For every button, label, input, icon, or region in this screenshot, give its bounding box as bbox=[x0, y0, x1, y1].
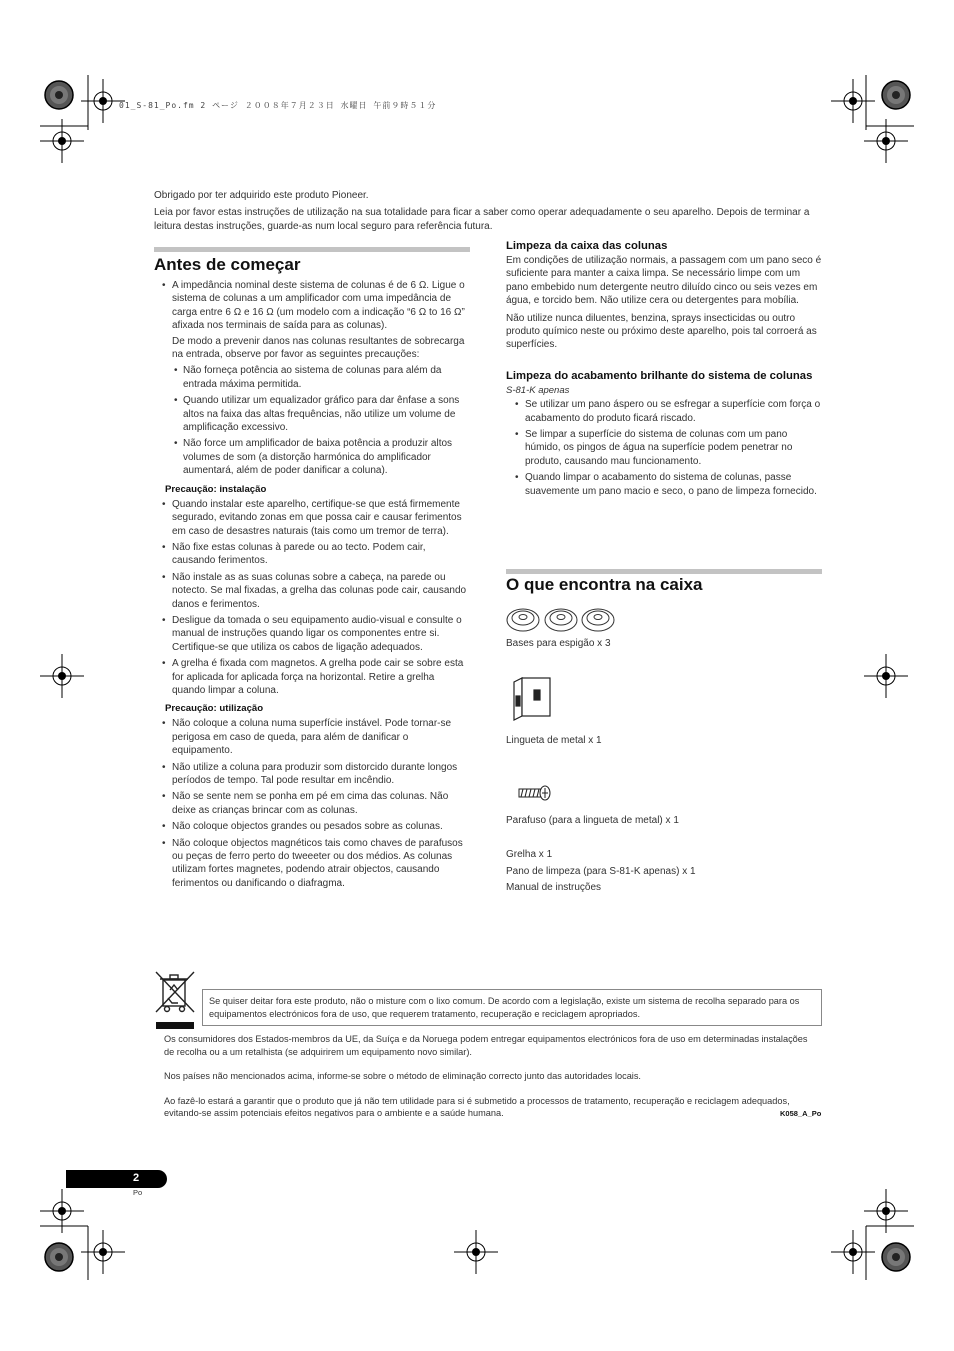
list-item: • Não instale as as suas colunas sobre a cabeça, na parede ou notecto. Se mal fixadas, a grelha das colunas pode cair, causando danos e ferimentos. bbox=[172, 571, 470, 611]
clean-heading: Limpeza da caixa das colunas bbox=[506, 240, 668, 252]
item-screw: Parafuso (para a lingueta de metal) x 1 bbox=[506, 815, 679, 826]
list-item: • Se utilizar um pano áspero ou se esfregar a superfície com força o acabamento do produto ficará riscado. bbox=[525, 398, 822, 425]
disposal-notes bbox=[164, 1033, 814, 1120]
section-title-before-start: Antes de começar bbox=[154, 255, 301, 274]
page-number: 2 bbox=[133, 1172, 140, 1184]
section-title-in-box: O que encontra na caixa bbox=[506, 575, 703, 594]
disposal-box: Se quiser deitar fora este produto, não o misture com o lixo comum. De acordo com a legislação, existe um sistema de recolha separado para os equipamentos electrónicos fora de uso, que requerem tratamento, recuperação e reciclagem apropriados. bbox=[202, 989, 822, 1026]
list-item: • Não forneça potência ao sistema de colunas para além da entrada máxima permitida. bbox=[183, 364, 470, 391]
item-bracket: Lingueta de metal x 1 bbox=[506, 735, 602, 746]
disposal-para-2: Nos países não mencionados acima, informe-se sobre o método de eliminação correcto junto das autoridades locais. bbox=[164, 1071, 641, 1081]
intro-thanks: Obrigado por ter adquirido este produto Pioneer. bbox=[154, 190, 369, 201]
list-item: • Desligue da tomada o seu equipamento audio-visual e consulte o manual de instruções quando ligar os componentes entre si. Certifique-se que utiliza os cabos de ligação adequados. bbox=[172, 614, 470, 654]
list-item: • Não se sente nem se ponha em pé em cima das colunas. Não deixe as crianças brincar com as colunas. bbox=[172, 790, 470, 817]
intro-read: Leia por favor estas instruções de utilização na sua totalidade para ficar a saber como operar adequadamente o seu aparelho. Depois de terminar a leitura destas instruções, guarde-as num local seguro para referência futura. bbox=[154, 207, 810, 232]
list-item: • Se limpar a superfície do sistema de colunas com um pano húmido, os pingos de água na superfície podem penetrar no produto, causando mau funcionamento. bbox=[525, 428, 822, 468]
list-item: • A grelha é fixada com magnetos. A grelha pode cair se sobre esta for aplicada for aplicada força na horizontal. Retire a grelha quando limpar a coluna. bbox=[172, 657, 470, 697]
list-item bbox=[172, 279, 470, 478]
clean-para-1: Em condições de utilização normais, a passagem com um pano seco é suficiente para manter a caixa limpa. Se necessário limpe com um pano embebido num detergente neutro diluído cinco ou seis vezes em água, e torcido bem. Não utilize cera ou detergentes para mobília. bbox=[506, 255, 822, 307]
item-manual: Manual de instruções bbox=[506, 882, 602, 893]
use-heading: Precaução: utilização bbox=[165, 703, 264, 715]
bullet-text: De modo a prevenir danos nas colunas resultantes de sobrecarga na entrada, observe por favor as seguintes precauções: bbox=[172, 335, 465, 361]
list-item: • Não utilize a coluna para produzir som distorcido durante longos períodos de tempo. Tal pode resultar em incêndio. bbox=[172, 761, 470, 788]
page-number-tab bbox=[66, 1170, 167, 1188]
list-item: • Não coloque objectos magnéticos tais como chaves de parafusos ou peças de ferro perto do tweeeter ou dos médios. As colunas utilizam fortes magnetes, podendo atrair objectos, causando ferimentos ou danificando o diafragma. bbox=[172, 837, 470, 891]
intro bbox=[154, 189, 824, 233]
spike-bases-illustration bbox=[506, 607, 616, 633]
list-item: • Quando instalar este aparelho, certifique-se que está firmemente segurado, evitando zonas em que possa cair e causar ferimentos em caso de desastres naturais (tais como um tremor de terra). bbox=[172, 498, 470, 538]
list-item: • Quando limpar o acabamento do sistema de colunas, passe suavemente um pano macio e seco, o pano de limpeza fornecido. bbox=[525, 471, 822, 498]
list-item: • Não force um amplificador de baixa potência a produzir altos volumes de som (a distorção harmónica do amplificador aumentará, além de poder danificar a coluna). bbox=[183, 437, 470, 477]
item-cloth: Pano de limpeza (para S-81-K apenas) x 1 bbox=[506, 866, 696, 877]
disposal-para-3: Ao fazê-lo estará a garantir que o produto que já não tem utilidade para si é submetido a processos de tratamento, recuperação e reciclagem adequados, evitando-se assim potenciais efeitos negativos para o ambiente e a saúde humana. bbox=[164, 1095, 790, 1118]
metal-bracket-illustration bbox=[510, 676, 554, 722]
right-column bbox=[506, 238, 822, 501]
list-item: • Não coloque objectos grandes ou pesados sobre as colunas. bbox=[172, 820, 470, 833]
weee-bin-icon bbox=[154, 970, 196, 1032]
left-column bbox=[154, 255, 470, 893]
screw-illustration bbox=[518, 785, 552, 801]
disposal-code: K058_A_Po bbox=[780, 1109, 822, 1118]
gloss-heading: Limpeza do acabamento brilhante do sistema de colunas bbox=[506, 369, 813, 382]
list-item: • Não fixe estas colunas à parede ou ao tecto. Podem cair, causando ferimentos. bbox=[172, 541, 470, 568]
file-header: 01_S-81_Po.fm 2 ページ ２００８年７月２３日 水曜日 午前９時５１分 bbox=[119, 101, 437, 110]
gloss-note: S-81-K apenas bbox=[506, 384, 570, 396]
list-item: • Não coloque a coluna numa superfície instável. Pode tornar-se perigosa em caso de queda, para além de danificar o equipamento. bbox=[172, 717, 470, 757]
clean-para-2: Não utilize nunca diluentes, benzina, sprays insecticidas ou outro produto químico neste ou próximo deste aparelho, pois tal corroerá as superfícies. bbox=[506, 312, 817, 351]
item-grille: Grelha x 1 bbox=[506, 849, 553, 860]
disposal-para-1: Os consumidores dos Estados-membros da UE, da Suíça e da Noruega podem entregar equipamentos electrónicos fora de uso em determinadas instalações de recolha ou a um retalhista (se adquirirem um equipamento novo similar). bbox=[164, 1034, 808, 1057]
install-heading: Precaução: instalação bbox=[165, 483, 267, 495]
bullet-text: A impedância nominal deste sistema de colunas é de 6 Ω. Ligue o sistema de colunas a um amplificador com uma impedância de carga entre 6 Ω e 16 Ω (um modelo com a indicação “6 Ω to 16 Ω” afixada nos terminais de saída para as colunas). bbox=[172, 280, 465, 332]
page-lang: Po bbox=[133, 1188, 143, 1197]
section-bar bbox=[506, 569, 822, 574]
section-bar bbox=[154, 247, 470, 252]
list-item: • Quando utilizar um equalizador gráfico para dar ênfase a sons altos na faixa das altas frequências, não utilize um volume de amplificação excessivo. bbox=[183, 394, 470, 434]
item-bases: Bases para espigão x 3 bbox=[506, 638, 611, 649]
